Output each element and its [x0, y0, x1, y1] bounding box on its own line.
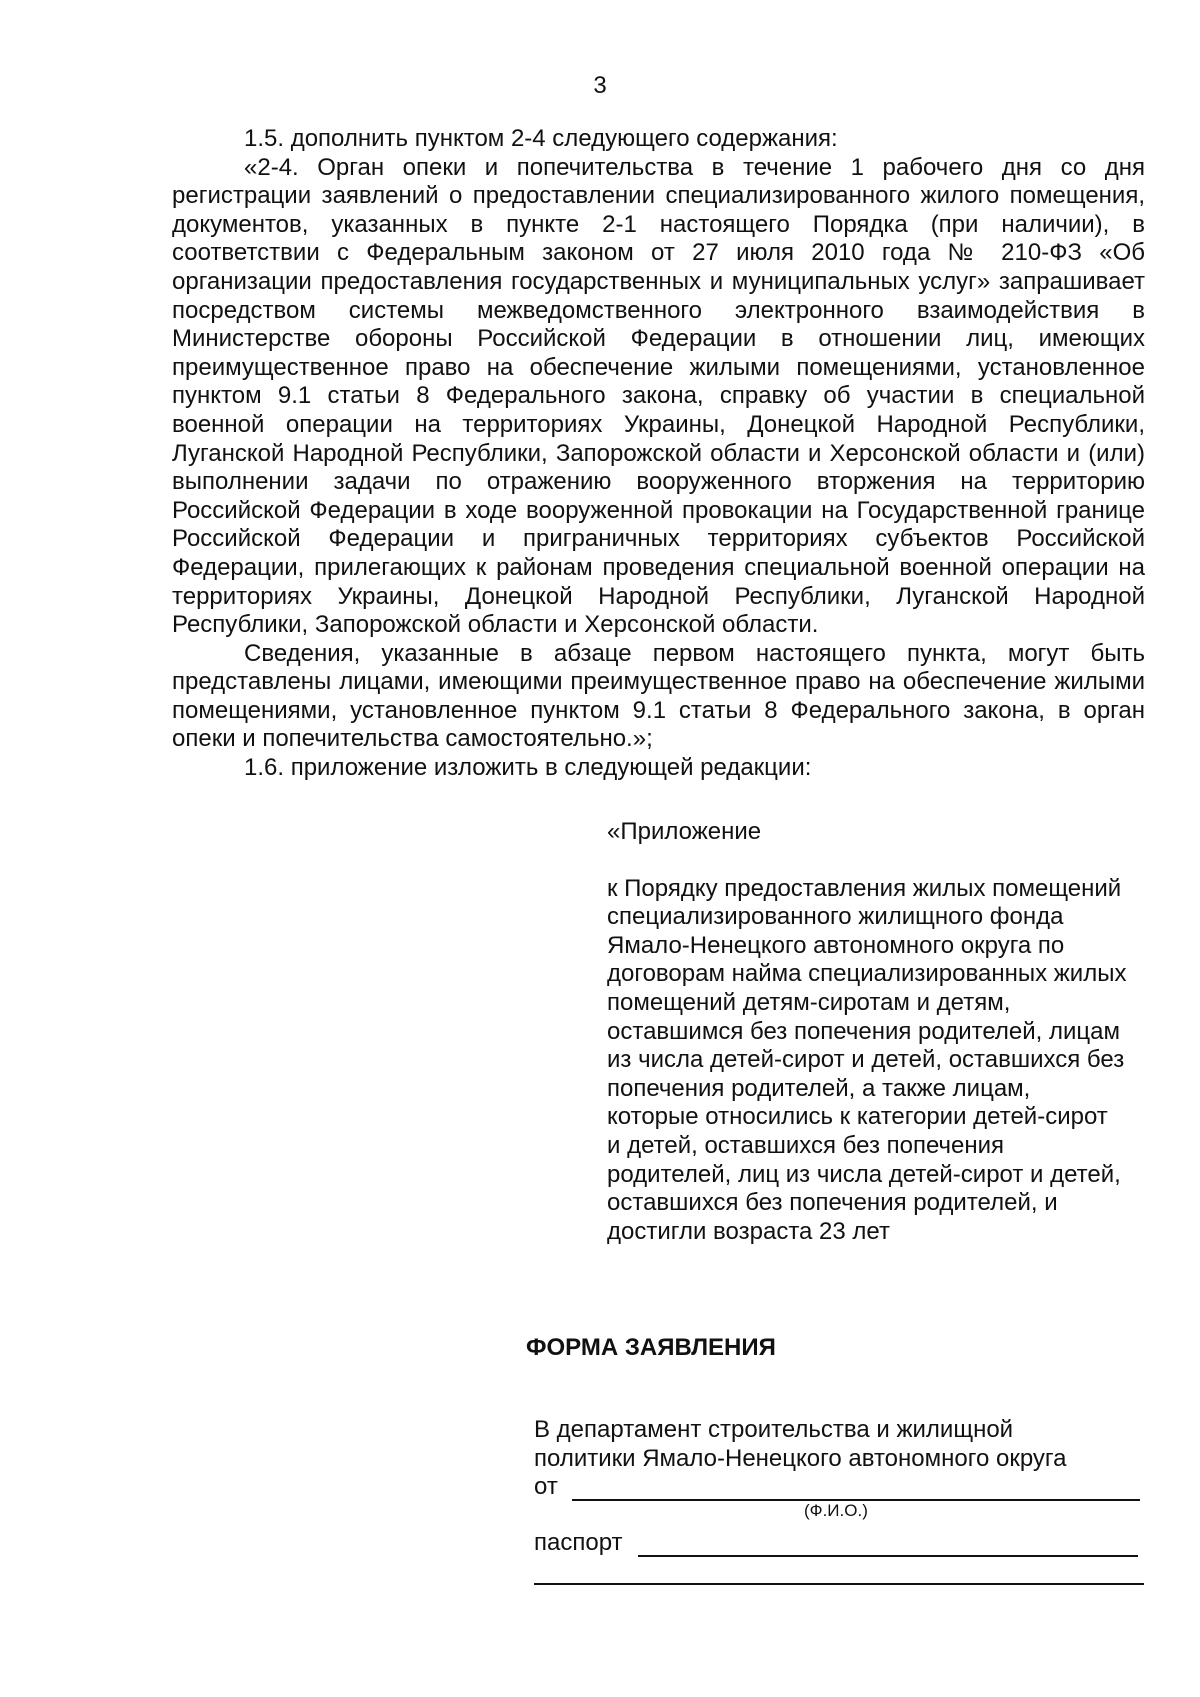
- passport-field-line[interactable]: [638, 1555, 1138, 1557]
- from-field-row: [534, 1473, 1154, 1503]
- from-label: от: [534, 1473, 558, 1501]
- passport-label: паспорт: [534, 1529, 623, 1557]
- appendix-header: [607, 818, 1147, 1246]
- passport-field-row: [534, 1529, 1154, 1559]
- document-body: [172, 125, 1145, 783]
- page-number: 3: [593, 72, 607, 99]
- from-hint-row: [534, 1503, 1154, 1529]
- form-title: ФОРМА ЗАЯВЛЕНИЯ: [526, 1334, 776, 1361]
- addressee-block: [534, 1416, 1154, 1589]
- addressee-line-1: В департамент строительства и жилищной: [534, 1416, 1014, 1443]
- passport-extra-line[interactable]: [534, 1583, 1144, 1585]
- appendix-title: «Приложение: [607, 818, 762, 845]
- addressee-line-2: политики Ямало-Ненецкого автономного округа: [534, 1444, 1067, 1472]
- fio-hint: (Ф.И.О.): [804, 1501, 868, 1521]
- passport-extra-row: [534, 1559, 1154, 1589]
- paragraph-2-4: «2-4. Орган опеки и попечительства в течение 1 рабочего дня со дня регистрации заявлений о предоставлении специализированного жилого помещения, документов, указанных в пункте 2-1 настоящего Порядка (при наличии), в соответствии с Федеральным законом от 27 июля 2010 года № 210-ФЗ «Об организации предоставления государственных и муниципальных услуг» запрашивает посредством системы межведомственного электронного взаимодействия в Министерстве обороны Российской Федерации в отношении лиц, имеющих преимущественное право на обеспечение жилыми помещениями, установленное пунктом 9.1 статьи 8 Федерального закона, справку об участии в специальной военной операции на территориях Украины, Донецкой Народной Республики, Луганской Народной Республики, Запорожской области и Херсонской области и (или) выполнении задачи по отражению вооруженного вторжения на территорию Российской Федерации в ходе вооруженной провокации на Государственной границе Российской Федерации и приграничных территориях субъектов Российской Федерации, прилегающих к районам проведения специальной военной операции на территориях Украины, Донецкой Народной Республики, Луганской Народной Республики, Запорожской области и Херсонской области.: [172, 153, 1145, 639]
- appendix-reference: к Порядку предоставления жилых помещений специализированного жилищного фонда Ямало-Ненецкого автономного округа по договорам найма специализированных жилых помещений детям-сиротам и детям, оставшимся без попечения родителей, лицам из числа детей-сирот и детей, оставшихся без попечения родителей, а также лицам, которые относились к категории детей-сирот и детей, оставшихся без попечения родителей, лиц из числа детей-сирот и детей, оставшихся без попечения родителей, и достигли возраста 23 лет: [607, 874, 1127, 1245]
- paragraph-information: Сведения, указанные в абзаце первом настоящего пункта, могут быть представлены лицами, имеющими преимущественное право на обеспечение жилыми помещениями, установленное пунктом 9.1 статьи 8 Федерального закона, в орган опеки и попечительства самостоятельно.»;: [172, 639, 1145, 753]
- paragraph-1-5: 1.5. дополнить пунктом 2-4 следующего содержания:: [244, 125, 838, 152]
- paragraph-1-6: 1.6. приложение изложить в следующей редакции:: [244, 754, 812, 782]
